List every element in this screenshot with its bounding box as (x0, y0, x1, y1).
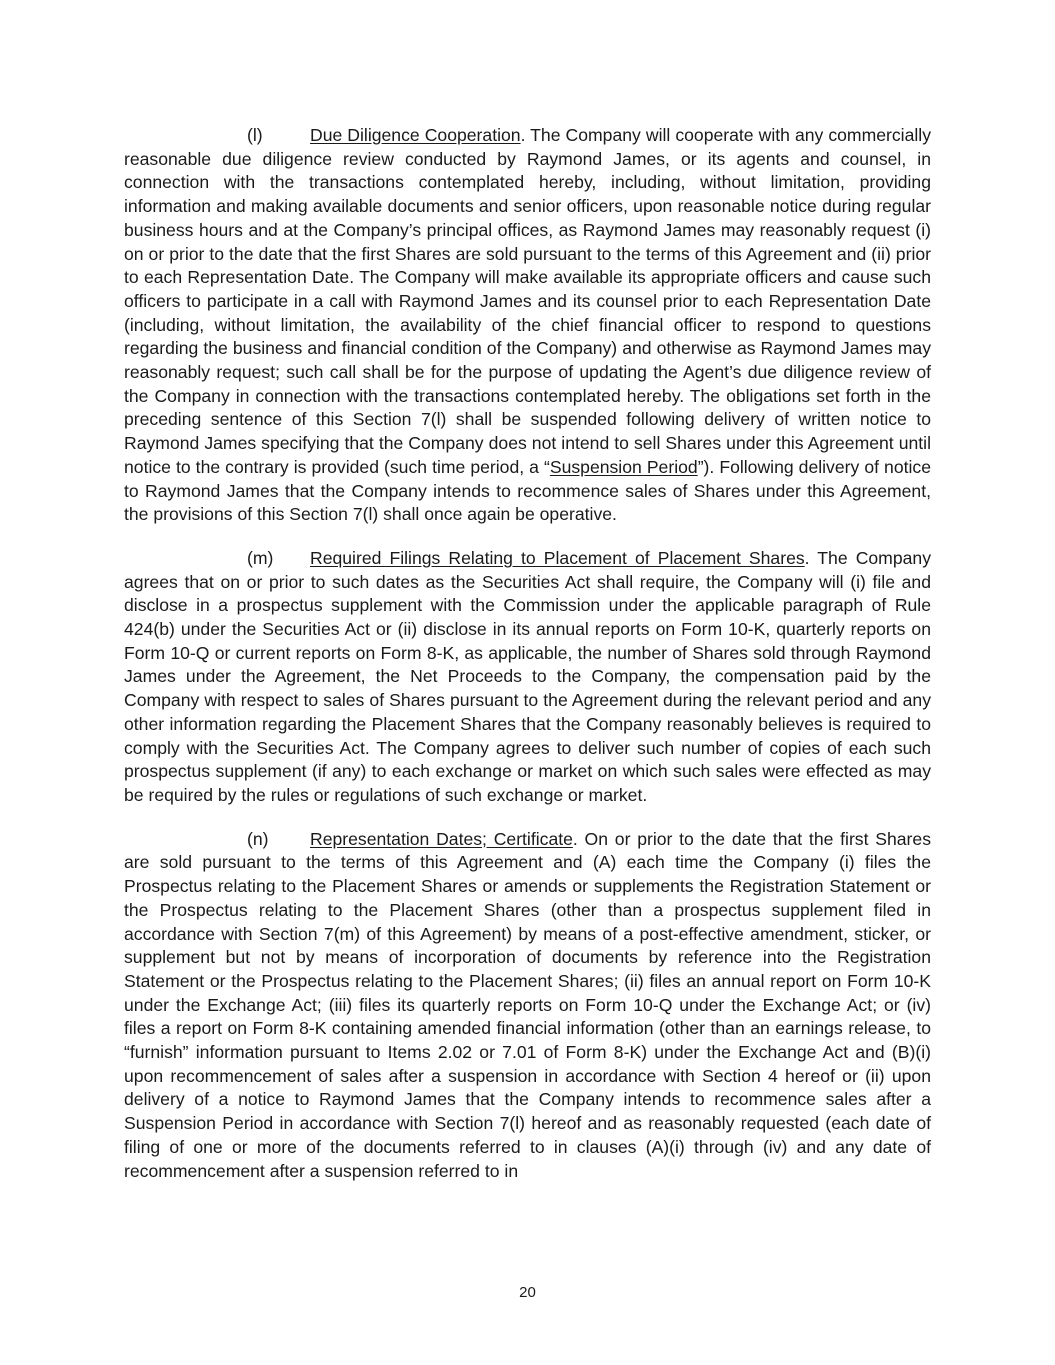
section-heading: Due Diligence Cooperation (310, 125, 521, 145)
section-n-paragraph (124, 828, 931, 1184)
section-body: . The Company will cooperate with any commercially reasonable due diligence review conducted by Raymond James, or its agents and counsel, in connection with the transactions contemplated hereby, including, without limitation, providing information and making available documents and senior officers, upon reasonable notice during regular business hours and at the Company’s principal offices, as Raymond James may reasonably request (i) on or prior to the date that the first Shares are sold pursuant to the terms of this Agreement and (ii) prior to each Representation Date. The Company will make available its appropriate officers and cause such officers to participate in a call with Raymond James and its counsel prior to each Representation Date (including, without limitation, the availability of the chief financial officer to respond to questions regarding the business and financial condition of the Company) and otherwise as Raymond James may reasonably request; such call shall be for the purpose of updating the Agent’s due diligence review of the Company in connection with the transactions contemplated hereby. The obligations set forth in the preceding sentence of this Section 7(l) shall be suspended following delivery of written notice to Raymond James specifying that the Company does not intend to sell Shares under this Agreement until notice to the contrary is provided (such time period, a “ (124, 125, 931, 477)
page-number: 20 (519, 1284, 536, 1301)
section-heading: Required Filings Relating to Placement of Placement Shares (310, 547, 805, 568)
document-page (124, 124, 931, 1203)
section-body: . On or prior to the date that the first Shares are sold pursuant to the terms of this Agreement and (A) each time the Company (i) files the Prospectus relating to the Placement Shares or amends or supplements the Registration Statement or the Prospectus relating to the Placement Shares (other than a prospectus supplement filed in accordance with Section 7(m) of this Agreement) by means of a post-effective amendment, sticker, or supplement but not by means of incorporation of documents by reference into the Registration Statement or the Prospectus relating to the Placement Shares; (ii) files an annual report on Form 10-K under the Exchange Act; (iii) files its quarterly reports on Form 10-Q under the Exchange Act; or (iv) files a report on Form 8-K containing amended financial information (other than an earnings release, to “furnish” information pursuant to Items 2.02 or 7.01 of Form 8-K) under the Exchange Act and (B)(i) upon recommencement of sales after a suspension in accordance with Section 4 hereof or (ii) upon delivery of a notice to Raymond James that the Company intends to recommence sales after a Suspension Period in accordance with Section 7(l) hereof and as reasonably requested (each date of filing of one or more of the documents referred to in clauses (A)(i) through (iv) and any date of recommencement after a suspension referred to in (124, 828, 931, 1181)
section-l-paragraph (124, 124, 931, 527)
defined-term: Suspension Period (549, 456, 698, 477)
section-number: (n) (247, 828, 269, 849)
section-number: (m) (247, 547, 274, 568)
section-m-paragraph (124, 547, 931, 808)
section-heading: Representation Dates; Certificate (310, 828, 573, 849)
section-number: (l) (247, 125, 263, 145)
section-body: . The Company agrees that on or prior to such dates as the Securities Act shall require, the Company will (i) file and disclose in a prospectus supplement with the Commission under the applicable paragraph of Rule 424(b) under the Securities Act or (ii) disclose in its annual reports on Form 10-K, quarterly reports on Form 10-Q or current reports on Form 8-K, as applicable, the number of Shares sold through Raymond James under the Agreement, the Net Proceeds to the Company, the compensation paid by the Company with respect to sales of Shares pursuant to the Agreement during the relevant period and any other information regarding the Placement Shares that the Company reasonably believes is required to comply with the Securities Act. The Company agrees to deliver such number of copies of each such prospectus supplement (if any) to each exchange or market on which such sales were effected as may be required by the rules or regulations of such exchange or market. (124, 547, 931, 805)
section-body-continued: ”). Following delivery of notice to Raymond James that the Company intends to recommence sales of Shares under this Agreement, the provisions of this Section 7(l) shall once again be operative. (124, 456, 931, 525)
